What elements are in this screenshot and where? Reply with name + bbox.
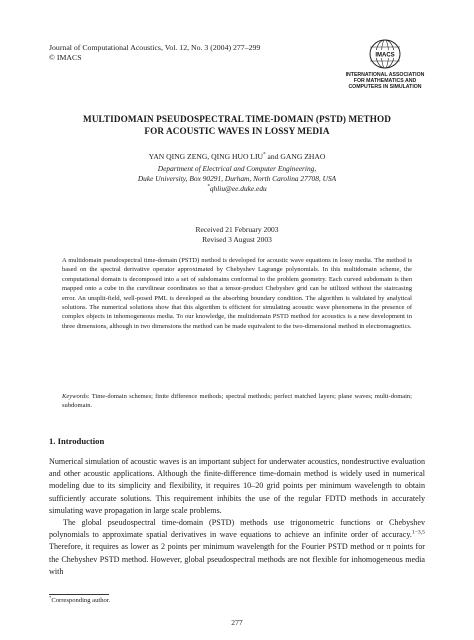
title-line2: FOR ACOUSTIC WAVES IN LOSSY MEDIA (144, 126, 330, 136)
imacs-name-line1: INTERNATIONAL ASSOCIATION (345, 72, 425, 78)
affiliation-line1: Department of Electrical and Computer Engineering, (157, 164, 317, 173)
revised-date: Revised 3 August 2003 (202, 235, 272, 244)
received-date: Received 21 February 2003 (195, 225, 279, 234)
paragraph: The global pseudospectral time-domain (PSTD) methods use trigonometric functions or Chebyshev polynomials to approximate spatial derivatives in wave equations to achieve an infinite order of accuracy.$^{1-3,5}$ Therefore, it requires as lower as 2 points per minimum wavelength for the Fourier PSTD method or π points for the Chebyshev PSTD method. However, global pseudospectral methods are not flexible for inhomogeneous media with (49, 518, 425, 576)
affiliation (40, 164, 434, 194)
submission-dates (40, 225, 434, 245)
imacs-name-line2: FOR MATHEMATICS AND (353, 78, 417, 84)
section-heading: 1. Introduction (49, 436, 105, 446)
footnote-rule (49, 594, 109, 595)
imacs-seal-icon (368, 38, 402, 70)
paragraph: Numerical simulation of acoustic waves is an important subject for underwater acoustics, nondestructive evaluation and other acoustic applications. Although the finite-difference time-domain method is widely used in numerical modeling due to its simplicity and flexibility, it requires 10–20 grid points per minimum wavelength to obtain sufficiently accurate solutions. This requirement inhibits the use of the regular FDTD methods in accurately simulating wave propagation in large scale problems. (49, 457, 425, 515)
body-text (49, 456, 425, 578)
abstract: A multidomain pseudospectral time-domain (PSTD) method is developed for acoustic wave equations in lossy media. The method is based on the spectral derivative operator approximated by Chebyshev Lagrange polynomials. In this multidomain scheme, the computational domain is decomposed into a set of subdomains conformal to the problem geometry. Each curved subdomain is then mapped onto a cube in the curvilinear coordinates so that a tensor-product Chebyshev grid can be utilized without the staircasing error. An unsplit-field, well-posed PML is developed as the absorbing boundary condition. The algorithm is validated by analytical solutions. The numerical solutions show that this algorithm is efficient for simulating acoustic wave phenomena in the presence of complex objects in inhomogeneous media. To our knowledge, the multidomain PSTD method for acoustics is a new development in three dimensions, although in two dimensions the method can be made equivalent to the two-dimensional method in electromagnetics. (62, 257, 412, 330)
journal-header (49, 43, 260, 63)
keywords-list: : Time-domain schemes; finite difference methods; spectral methods; perfect matched layers; plane waves; multi-domain; subdomain. (62, 393, 412, 410)
keywords (62, 392, 412, 411)
citation-ref: 1−3,5 (411, 529, 425, 536)
affiliation-line2: Duke University, Box 90291, Durham, North Carolina 27708, USA (137, 174, 337, 183)
title-line1: MULTIDOMAIN PSEUDOSPECTRAL TIME-DOMAIN (PSTD) METHOD (83, 114, 391, 124)
journal-citation: Journal of Computational Acoustics, Vol. 12, No. 3 (2004) 277–299 (49, 43, 261, 52)
seal-text: IMACS (375, 52, 395, 59)
copyright-line: © IMACS (49, 53, 82, 62)
imacs-name (330, 72, 440, 90)
keywords-label: Keywords (62, 393, 88, 400)
imacs-name-line3: COMPUTERS IN SIMULATION (348, 84, 422, 90)
imacs-logo (330, 38, 440, 90)
page-number: 277 (231, 618, 243, 627)
author-email: *qhliu@ee.duke.edu (207, 183, 267, 193)
paper-title (40, 113, 434, 137)
footnote: *Corresponding author. (49, 594, 111, 604)
author-list: YAN QING ZENG, QING HUO LIU* and GANG ZHAO (148, 151, 326, 161)
